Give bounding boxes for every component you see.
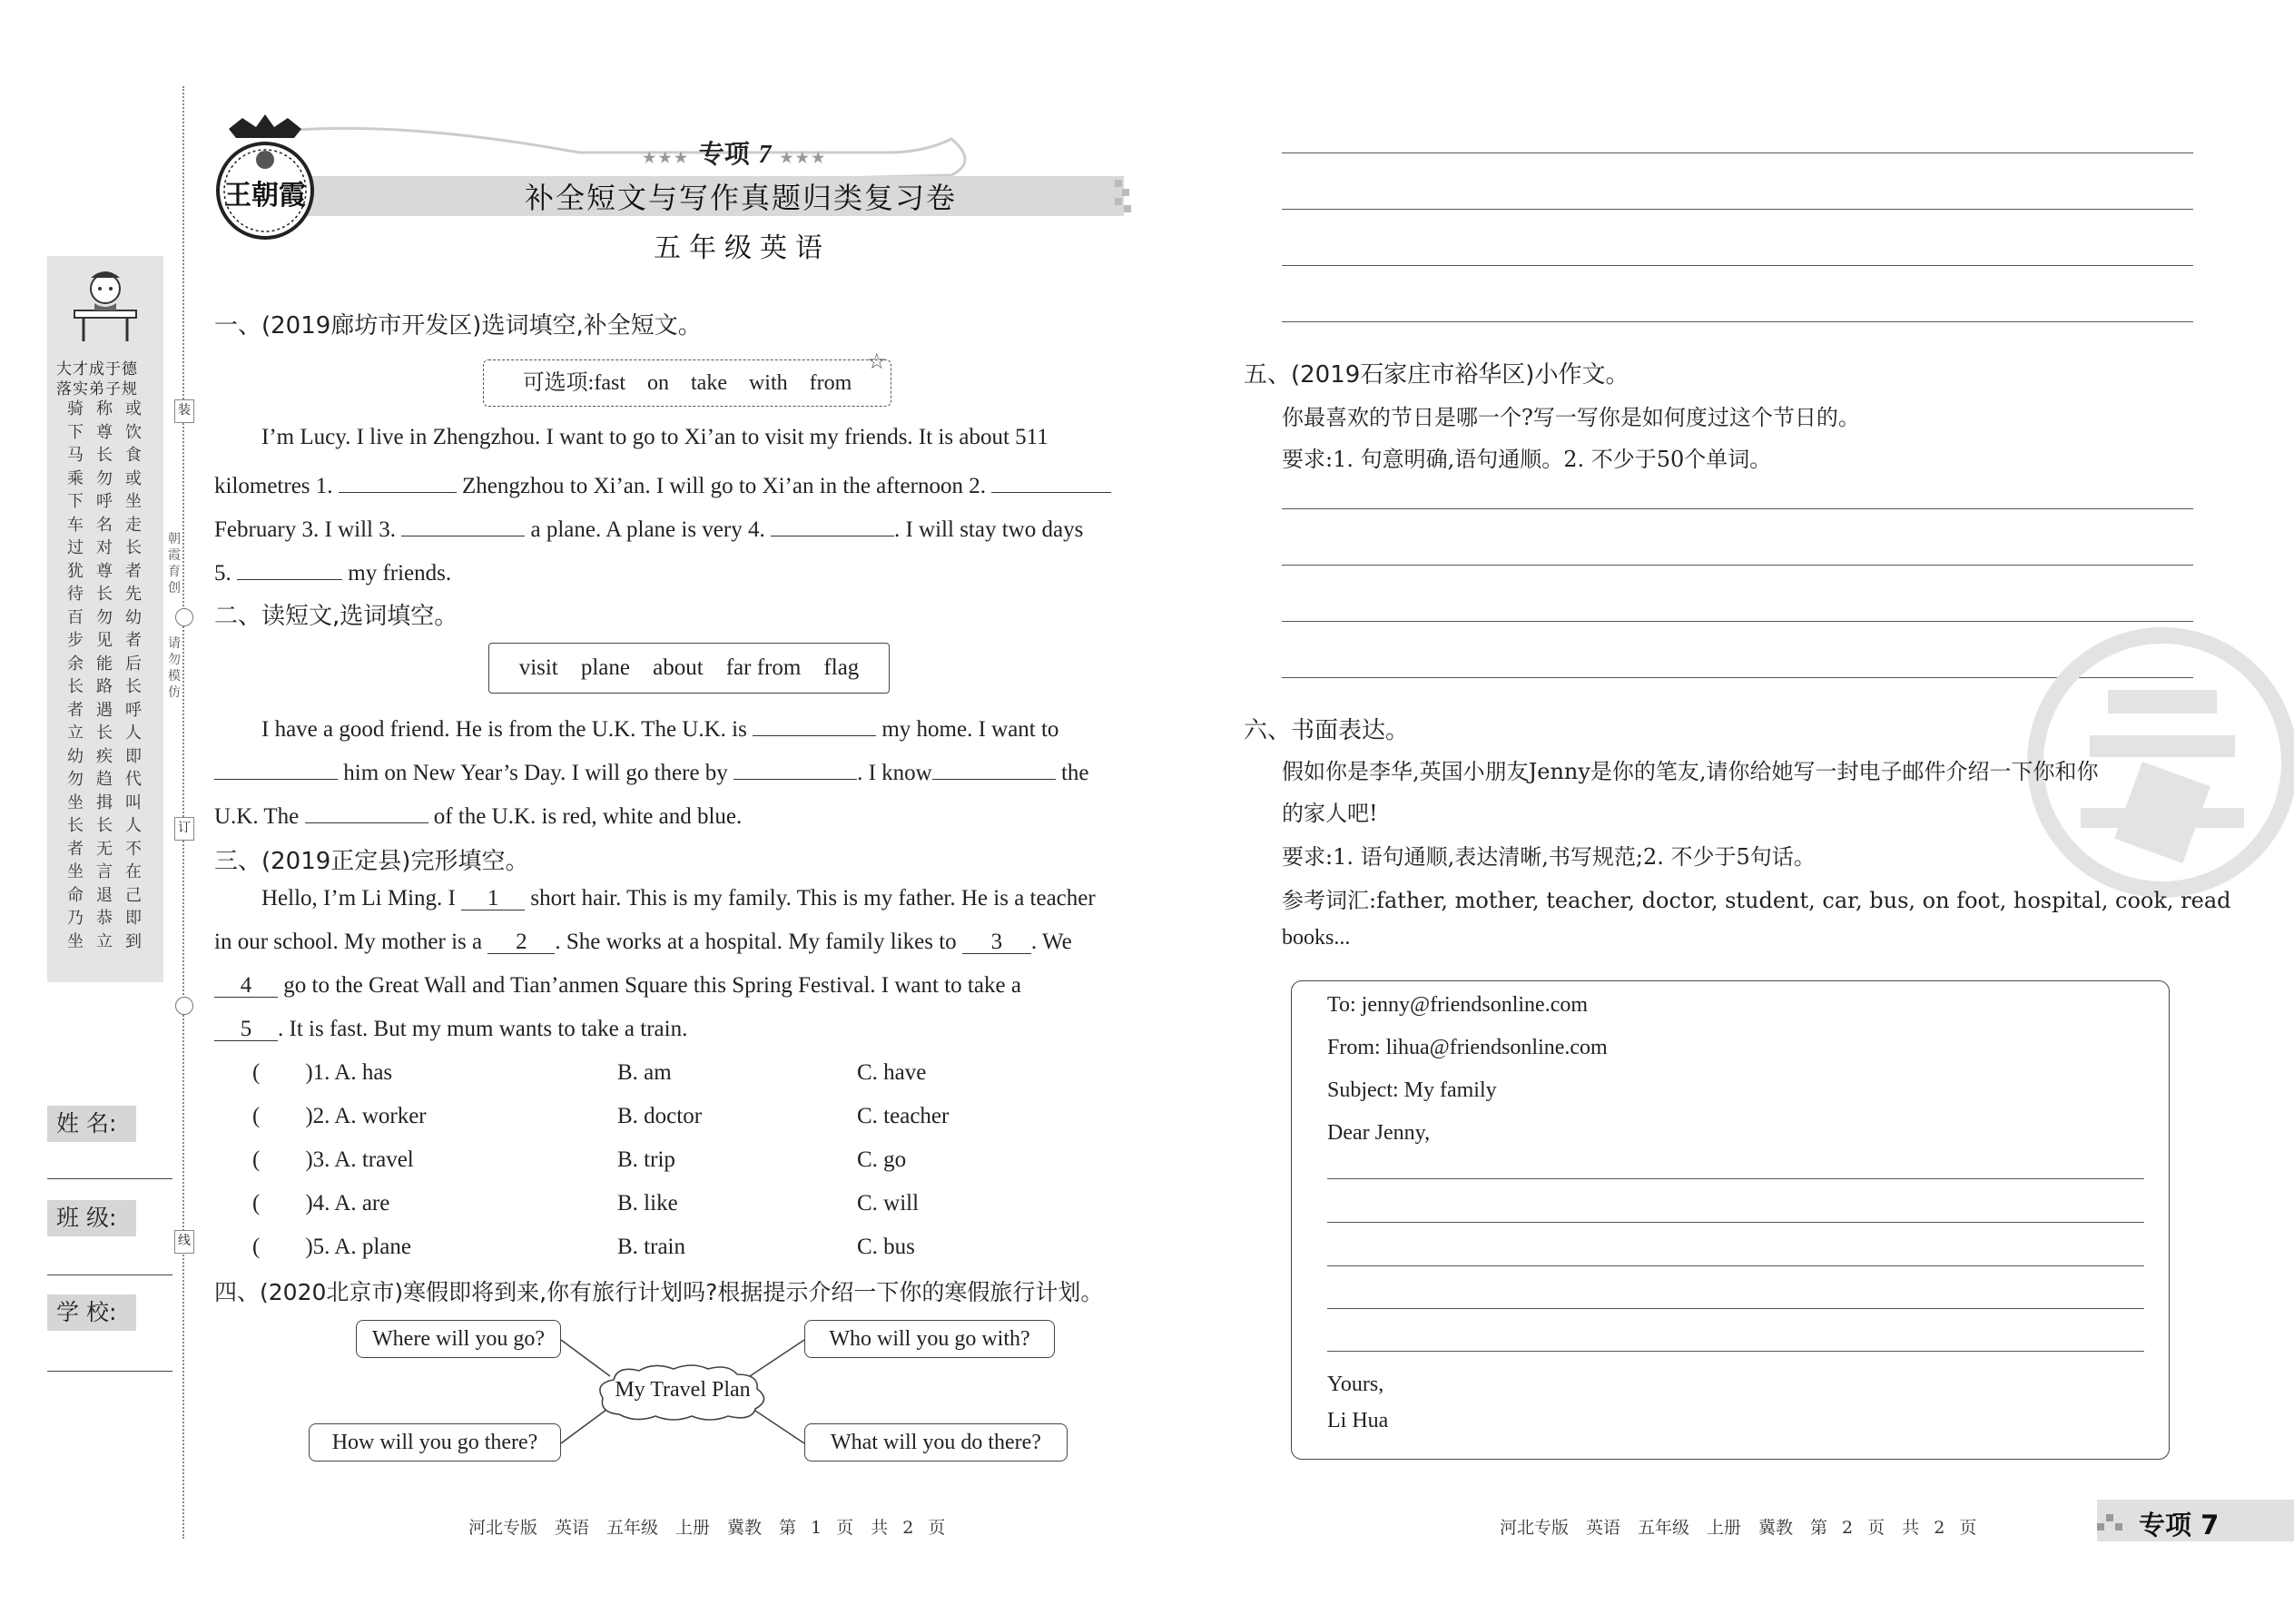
section1-options: 可选项:fast on take with from xyxy=(522,371,852,395)
s2-blank-3[interactable] xyxy=(733,755,857,780)
motto-column-2: 称尊长勿呼名对尊长勿见能路遇长疾趋揖长无言退恭立 xyxy=(96,399,113,951)
binding-mark-2: 订 xyxy=(174,817,194,841)
choice-row-3: ( )3. A. travel B. trip C. go xyxy=(252,1147,907,1172)
brand-logo-text: 王朝霞 xyxy=(224,180,306,212)
section2-line-1: I have a good friend. He is from the U.K. The U.K. is my home. I want to xyxy=(261,712,1058,743)
mindmap-q-what: What will you do there? xyxy=(804,1423,1068,1462)
email-closing: Yours, xyxy=(1327,1373,1384,1396)
email-writing-line[interactable] xyxy=(1327,1222,2144,1223)
section2-option-1: visit xyxy=(518,655,558,680)
name-input-line[interactable] xyxy=(47,1178,172,1179)
section1-line-4: 5. my friends. xyxy=(214,556,451,586)
class-label: 班 级: xyxy=(47,1200,136,1236)
section5-requirements: 要求:1. 句意明确,语句通顺。2. 不少于50个单词。 xyxy=(1282,447,1772,472)
motto-top: 大才成于德 xyxy=(56,360,138,379)
section6-heading: 六、书面表达。 xyxy=(1244,717,1410,744)
motto-column-1: 骑下马乘下车过犹待百步余长者立幼勿坐长者坐命乃坐 xyxy=(67,399,84,951)
binding-mark-3: 线 xyxy=(174,1230,194,1254)
star-icon: ★★★ xyxy=(780,149,828,166)
section3-line-2: in our school. My mother is a 2 . She works at a hospital. My family likes to 3 . We xyxy=(214,930,1072,954)
binding-hole-2 xyxy=(175,997,193,1015)
s1-blank-5[interactable] xyxy=(237,556,342,580)
school-label: 学 校: xyxy=(47,1294,136,1331)
writing-line[interactable] xyxy=(1282,565,2193,566)
section6-prompt-1: 假如你是李华,英国小朋友Jenny是你的笔友,请你给她写一封电子邮件介绍一下你和你 xyxy=(1282,759,2099,784)
mindmap-q-who: Who will you go with? xyxy=(804,1320,1055,1358)
writing-line[interactable] xyxy=(1282,321,2193,322)
s2-blank-1[interactable] xyxy=(753,712,876,736)
email-to: To: jenny@friendsonline.com xyxy=(1327,993,1589,1017)
section3-line-4: 5 . It is fast. But my mum wants to take a train. xyxy=(214,1017,687,1042)
mascot-image xyxy=(64,265,147,349)
section6-vocab-2: books... xyxy=(1282,926,1351,950)
email-writing-line[interactable] xyxy=(1327,1351,2144,1352)
s2-blank-5[interactable] xyxy=(305,799,428,823)
series-label: 专项 xyxy=(698,139,750,169)
footer-tab: 专项 7 xyxy=(2139,1510,2220,1540)
footer-tab-dots xyxy=(2097,1511,2124,1534)
binding-mark-1: 装 xyxy=(174,399,194,423)
writing-line[interactable] xyxy=(1282,621,2193,622)
s1-blank-2[interactable] xyxy=(991,468,1111,493)
mindmap-q-where: Where will you go? xyxy=(356,1320,561,1358)
email-signature: Li Hua xyxy=(1327,1409,1389,1432)
section2-line-2: him on New Year’s Day. I will go there by . I know the xyxy=(214,755,1089,786)
name-label: 姓 名: xyxy=(47,1106,136,1142)
email-greeting: Dear Jenny, xyxy=(1327,1121,1431,1145)
section2-option-5: flag xyxy=(823,655,860,680)
motto-bottom: 落实弟子规 xyxy=(56,380,138,399)
email-writing-line[interactable] xyxy=(1327,1178,2144,1179)
section1-options-box xyxy=(483,359,891,407)
school-input-line[interactable] xyxy=(47,1371,172,1372)
star-decoration-icon: ☆ xyxy=(867,349,887,374)
choice-row-4: ( )4. A. are B. like C. will xyxy=(252,1191,920,1216)
email-writing-line[interactable] xyxy=(1327,1308,2144,1309)
page-subtitle: 五年级英语 xyxy=(654,232,831,264)
star-icon: ★★★ xyxy=(643,149,691,166)
writing-line[interactable] xyxy=(1282,209,2193,210)
s3-blank-5[interactable]: 5 xyxy=(214,1017,278,1041)
section2-options-box xyxy=(488,643,890,694)
footer-right: 河北专版 英语 五年级 上册 冀教 第 2 页 共 2 页 xyxy=(1500,1518,1977,1538)
section2-heading: 二、读短文,选词填空。 xyxy=(214,603,458,630)
section2-option-2: plane xyxy=(580,655,630,680)
s2-blank-2[interactable] xyxy=(214,755,338,780)
section3-heading: 三、(2019正定县)完形填空。 xyxy=(214,848,529,875)
section1-heading: 一、(2019廊坊市开发区)选词填空,补全短文。 xyxy=(214,312,702,340)
email-from: From: lihua@friendsonline.com xyxy=(1327,1036,1608,1059)
section2-option-3: about xyxy=(653,655,704,680)
vertical-note-2: 请勿模仿 xyxy=(168,636,181,700)
choice-row-5: ( )5. A. plane B. train C. bus xyxy=(252,1235,915,1259)
section4-heading: 四、(2020北京市)寒假即将到来,你有旅行计划吗?根据提示介绍一下你的寒假旅行计划。 xyxy=(214,1279,1104,1305)
s3-blank-1[interactable]: 1 xyxy=(461,886,525,910)
section3-line-3: 4 go to the Great Wall and Tian’anmen Square this Spring Festival. I want to take a xyxy=(214,973,1021,999)
binding-hole-1 xyxy=(175,608,193,626)
mindmap-center: My Travel Plan xyxy=(615,1378,751,1402)
s2-blank-4[interactable] xyxy=(932,755,1056,780)
choice-row-2: ( )2. A. worker B. doctor C. teacher xyxy=(252,1104,950,1128)
section6-prompt-2: 的家人吧! xyxy=(1282,801,1378,826)
s3-blank-2[interactable]: 2 xyxy=(487,930,555,954)
email-writing-line[interactable] xyxy=(1327,1265,2144,1266)
section5-prompt: 你最喜欢的节日是哪一个?写一写你是如何度过这个节日的。 xyxy=(1282,405,1860,430)
section6-requirements: 要求:1. 语句通顺,表达清晰,书写规范;2. 不少于5句话。 xyxy=(1282,844,1816,870)
section5-heading: 五、(2019石家庄市裕华区)小作文。 xyxy=(1244,361,1629,389)
section1-line-1: I’m Lucy. I live in Zhengzhou. I want to go to Xi’an to visit my friends. It is about 511 xyxy=(261,425,1049,449)
s3-blank-3[interactable]: 3 xyxy=(962,930,1031,954)
writing-line[interactable] xyxy=(1282,265,2193,266)
email-subject: Subject: My family xyxy=(1327,1078,1497,1102)
writing-line[interactable] xyxy=(1282,508,2193,509)
s1-blank-4[interactable] xyxy=(771,512,894,536)
section6-vocab-1: 参考词汇:father, mother, teacher, doctor, student, car, bus, on foot, hospital, cook, read xyxy=(1282,888,2231,913)
motto-column-3: 或饮食或坐走长者先幼者后长呼人即代叫人不在己即到 xyxy=(125,399,142,951)
section2-option-4: far from xyxy=(725,655,802,680)
page-title: 补全短文与写作真题归类复习卷 xyxy=(525,181,958,215)
section2-line-3: U.K. The of the U.K. is red, white and blue. xyxy=(214,799,742,830)
s3-blank-4[interactable]: 4 xyxy=(214,973,278,998)
series-tag xyxy=(643,134,827,171)
section1-line-2: kilometres 1. Zhengzhou to Xi’an. I will go to Xi’an in the afternoon 2. xyxy=(214,468,1111,499)
series-number: 7 xyxy=(758,141,772,169)
mindmap-q-how: How will you go there? xyxy=(309,1423,561,1462)
footer-left: 河北专版 英语 五年级 上册 冀教 第 1 页 共 2 页 xyxy=(468,1518,946,1538)
vertical-note-1: 朝霞育创 xyxy=(168,532,181,595)
s1-blank-1[interactable] xyxy=(339,468,457,493)
choice-row-1: ( )1. A. has B. am C. have xyxy=(252,1060,927,1085)
binding-dotted-line xyxy=(182,86,184,1539)
s1-blank-3[interactable] xyxy=(401,512,525,536)
section1-line-3: February 3. I will 3. a plane. A plane is very 4. . I will stay two days xyxy=(214,512,1083,543)
section3-line-1: Hello, I’m Li Ming. I 1 short hair. This is my family. This is my father. He is a teacher xyxy=(261,886,1096,910)
